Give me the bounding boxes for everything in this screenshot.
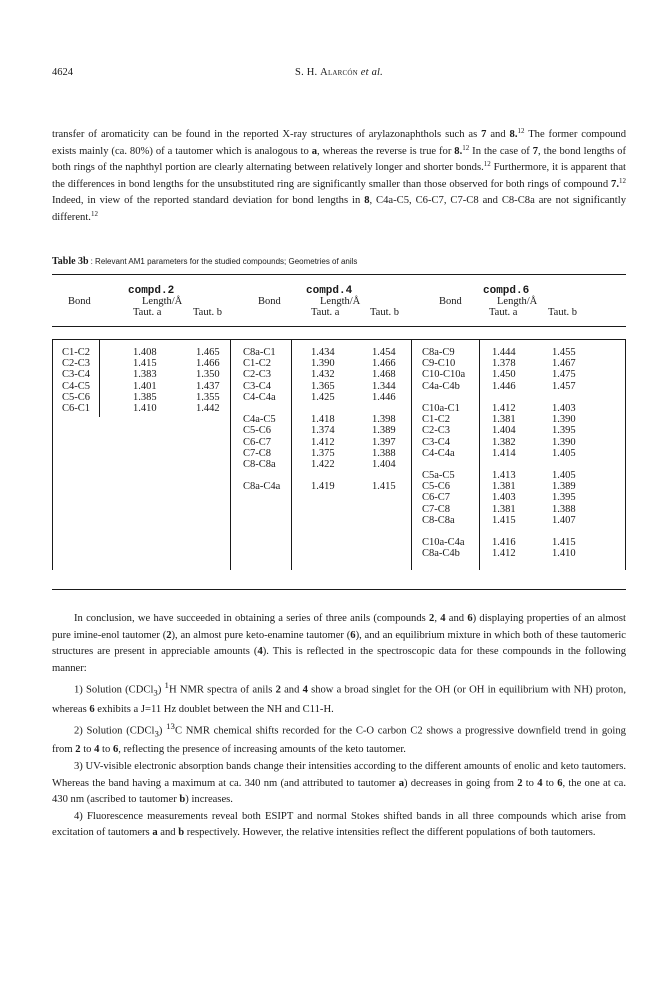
bond-cell: C8-C8a bbox=[243, 458, 276, 470]
conclusion-text-run: ), and an equilibrium mixture in which both of these tautomeric structures are present in appreciable amounts ( bbox=[52, 629, 627, 658]
taut-b-cell: 1.404 bbox=[372, 458, 396, 470]
bond-cell: C1-C2 bbox=[422, 414, 451, 426]
taut-a-cell: 1.365 bbox=[311, 380, 335, 392]
intro-text-run: , C4a-C5, C6-C7, C7-C8 and C8-C8a are not significantly different. bbox=[52, 195, 626, 223]
compound-4-taut-a-column bbox=[311, 347, 335, 492]
taut-a-cell: 1.413 bbox=[492, 470, 516, 482]
taut-b-cell: 1.397 bbox=[372, 436, 396, 448]
conclusion-text-run: 1) Solution (CDCl bbox=[74, 684, 154, 696]
bond-cell: C8a-C9 bbox=[422, 347, 455, 358]
et-al: et al. bbox=[360, 67, 383, 78]
taut-b-cell: 1.388 bbox=[372, 447, 396, 459]
conclusion-text-run: 4 bbox=[94, 744, 100, 756]
conclusion-text-run: and bbox=[445, 613, 468, 624]
intro-text-run: and bbox=[486, 129, 510, 140]
length-header: Length/Å bbox=[320, 296, 361, 307]
intro-text-run: , whereas the reverse is true for bbox=[316, 145, 455, 157]
taut-b-cell bbox=[372, 403, 396, 414]
conclusion-text-run: ) bbox=[157, 684, 165, 696]
intro-text-run: 8. bbox=[454, 145, 463, 157]
taut-a-cell: 1.404 bbox=[492, 425, 516, 437]
conclusion-point bbox=[52, 809, 626, 842]
taut-b-cell: 1.398 bbox=[372, 414, 396, 426]
bond-header: Bond bbox=[258, 296, 281, 307]
taut-a-cell bbox=[311, 403, 335, 414]
conclusion-point bbox=[52, 718, 626, 759]
conclusion-text-run: exhibits a J=11 Hz doublet between the NH and C11-H. bbox=[94, 703, 334, 715]
conclusion-text-run: and bbox=[157, 827, 179, 839]
taut-b-cell: 1.466 bbox=[372, 358, 396, 370]
bond-cell: C9-C10 bbox=[422, 358, 456, 370]
intro-text-run: , the bond lengths of both rings of the naphthyl portion are clearly alternating between relatively longer and shorter bonds. bbox=[52, 145, 626, 174]
conclusion-text-run: ) displaying properties of an almost pure imine-enol tautomer ( bbox=[52, 613, 626, 641]
conclusion-text-run: 4) Fluorescence measurements reveal both ESIPT and normal Stokes shifted bands in all three compounds which arise from excitation of tautomers bbox=[52, 810, 626, 839]
taut-b-cell: 1.410 bbox=[552, 548, 576, 560]
taut-b-cell: 1.407 bbox=[552, 514, 576, 526]
intro-text-run: Indeed, in view of the reported standard deviation for bond lengths in bbox=[52, 195, 365, 207]
conclusion-text-run: show a broad singlet for the OH (or OH in equilibrium with NH) proton, whereas bbox=[52, 684, 627, 715]
compound-6-header: compd.6 bbox=[483, 285, 530, 297]
conclusion-text-run: ). This is reflected in the spectroscopic data for these compounds in the following manner: bbox=[52, 646, 626, 674]
taut-b-cell: 1.455 bbox=[552, 347, 576, 358]
taut-b-cell: 1.395 bbox=[552, 492, 576, 504]
compound-2-bond-column bbox=[62, 347, 90, 414]
conclusion-text-run: 1 bbox=[164, 680, 169, 691]
bond-cell: C4a-C5 bbox=[243, 414, 276, 426]
conclusion-text-run: 6 bbox=[350, 629, 356, 641]
conclusion-text-run: H NMR spectra of anils bbox=[168, 684, 276, 696]
table-caption-text: : Relevant AM1 parameters for the studied compounds; Geometries of anils bbox=[90, 257, 358, 266]
intro-text-run: 12 bbox=[619, 176, 626, 185]
taut-a-cell bbox=[492, 459, 516, 470]
conclusion-text-run: 3 bbox=[154, 728, 159, 739]
taut-a-cell: 1.385 bbox=[133, 391, 157, 403]
author-initials: S. H. bbox=[295, 67, 318, 78]
conclusion-text-run: In conclusion, we have succeeded in obtaining a series of three anils (compounds bbox=[74, 613, 430, 624]
taut-a-header: Taut. a bbox=[311, 307, 340, 318]
bond-cell: C4a-C4b bbox=[422, 380, 460, 392]
table-bottom-rule bbox=[52, 589, 626, 590]
bond-cell: C8-C8a bbox=[422, 514, 455, 526]
taut-a-cell: 1.412 bbox=[492, 402, 516, 414]
taut-b-cell: 1.388 bbox=[552, 503, 576, 515]
taut-a-cell: 1.383 bbox=[133, 369, 157, 381]
column-separator bbox=[411, 339, 412, 570]
taut-a-cell: 1.403 bbox=[492, 492, 516, 504]
bond-cell bbox=[422, 392, 465, 403]
taut-a-cell: 1.412 bbox=[311, 436, 335, 448]
bond-cell: C3-C4 bbox=[243, 380, 272, 392]
taut-b-cell: 1.457 bbox=[552, 380, 576, 392]
conclusion-text-run: 4 bbox=[537, 777, 543, 789]
intro-text-run: transfer of aromaticity can be found in the reported X-ray structures of arylazonaphthols such as bbox=[52, 129, 482, 140]
bond-cell: C5-C6 bbox=[422, 481, 451, 493]
intro-text-run: 12 bbox=[483, 160, 491, 169]
intro-text-run: The former compound exists mainly (ca. 80%) of a tautomer which is analogous to bbox=[52, 129, 627, 157]
intro-text-run: 8. bbox=[509, 129, 518, 140]
bond-cell bbox=[422, 459, 465, 470]
taut-b-cell: 1.344 bbox=[372, 380, 396, 392]
taut-b-header: Taut. b bbox=[548, 307, 578, 318]
taut-a-cell: 1.382 bbox=[492, 436, 516, 448]
taut-b-cell: 1.390 bbox=[552, 436, 576, 448]
conclusion-text-run: 13 bbox=[166, 721, 175, 732]
body-top-rule bbox=[52, 339, 626, 340]
compound-6-taut-b-column bbox=[552, 347, 576, 560]
intro-text-run: Furthermore, it is apparent that the differences in bond lengths for the unsubstituted ring are significantly smaller than those observed for both rings of compound bbox=[52, 162, 626, 190]
taut-a-cell: 1.450 bbox=[492, 369, 516, 381]
conclusion-text-run: 6 bbox=[112, 744, 119, 756]
conclusion-text-run: 2 bbox=[166, 629, 172, 641]
taut-a-cell: 1.408 bbox=[133, 347, 157, 358]
bond-cell: C10a-C1 bbox=[422, 402, 460, 414]
compound-4-header: compd.4 bbox=[306, 285, 353, 297]
bond-cell bbox=[243, 403, 280, 414]
bond-cell: C6-C1 bbox=[62, 402, 91, 414]
taut-b-cell: 1.465 bbox=[196, 347, 220, 358]
taut-a-cell: 1.422 bbox=[311, 458, 335, 470]
taut-b-cell: 1.355 bbox=[196, 391, 220, 403]
taut-b-cell bbox=[372, 470, 396, 481]
conclusion-text-run: C NMR chemical shifts recorded for the C-O carbon C2 shows a progressive downfield trend in going from bbox=[52, 725, 626, 756]
taut-a-cell: 1.425 bbox=[311, 391, 335, 403]
conclusion-text-run: to bbox=[99, 744, 113, 756]
taut-a-header: Taut. a bbox=[489, 307, 518, 318]
header-rule bbox=[52, 326, 626, 327]
compound-6-taut-a-column bbox=[492, 347, 516, 560]
taut-b-header: Taut. b bbox=[193, 307, 223, 318]
bond-cell: C7-C8 bbox=[243, 447, 272, 459]
bond-cell bbox=[422, 526, 465, 537]
column-separator bbox=[99, 339, 100, 417]
taut-a-cell: 1.444 bbox=[492, 347, 516, 358]
intro-text-run: 12 bbox=[462, 143, 470, 152]
taut-a-cell: 1.434 bbox=[311, 347, 335, 358]
taut-a-cell: 1.414 bbox=[492, 447, 516, 459]
bond-cell: C8a-C4b bbox=[422, 548, 460, 560]
taut-b-cell bbox=[552, 459, 576, 470]
taut-a-cell: 1.401 bbox=[133, 380, 157, 392]
taut-a-cell bbox=[492, 526, 516, 537]
taut-a-cell: 1.418 bbox=[311, 414, 335, 426]
conclusion-text-run: 4 bbox=[440, 613, 446, 624]
intro-text-run: a bbox=[311, 145, 317, 157]
conclusion-text-run: 4 bbox=[257, 646, 263, 658]
conclusion-text-run: ) decreases in going from bbox=[403, 777, 518, 789]
conclusion-text-run: 2 bbox=[75, 744, 81, 756]
conclusion-text-run: 3 bbox=[153, 688, 158, 699]
table-right-border bbox=[625, 339, 626, 570]
compound-6-bond-column bbox=[422, 347, 465, 560]
conclusion-text-run: 6 bbox=[89, 703, 95, 715]
bond-cell: C6-C7 bbox=[422, 492, 451, 504]
bond-cell: C4-C4a bbox=[243, 391, 276, 403]
length-header: Length/Å bbox=[142, 296, 183, 307]
conclusion-text-run: respectively. However, the relative intensities reflect the different populations of both tautomers. bbox=[184, 827, 596, 839]
taut-b-cell: 1.403 bbox=[552, 402, 576, 414]
bond-cell: C4-C5 bbox=[62, 380, 91, 392]
bond-header: Bond bbox=[439, 296, 462, 307]
taut-a-cell: 1.381 bbox=[492, 481, 516, 493]
taut-b-cell bbox=[552, 526, 576, 537]
taut-b-cell: 1.468 bbox=[372, 369, 396, 381]
taut-a-cell: 1.412 bbox=[492, 548, 516, 560]
taut-b-cell: 1.415 bbox=[372, 481, 396, 493]
compound-2-taut-a-column bbox=[133, 347, 157, 414]
conclusion-text-run: ), an almost pure keto-enamine tautomer ( bbox=[171, 629, 351, 641]
bond-cell: C2-C3 bbox=[422, 425, 451, 437]
column-separator bbox=[230, 339, 231, 570]
table-top-rule bbox=[52, 274, 626, 275]
taut-b-cell: 1.389 bbox=[552, 481, 576, 493]
compound-2-taut-b-column bbox=[196, 347, 220, 414]
bond-cell: C10-C10a bbox=[422, 369, 466, 381]
taut-a-cell: 1.381 bbox=[492, 503, 516, 515]
taut-a-cell: 1.446 bbox=[492, 380, 516, 392]
intro-text-run: 7 bbox=[481, 129, 487, 140]
conclusion-text-run: a bbox=[398, 777, 404, 789]
bond-cell: C1-C2 bbox=[62, 347, 91, 358]
taut-b-cell: 1.442 bbox=[196, 402, 220, 414]
taut-b-cell: 1.350 bbox=[196, 369, 220, 381]
conclusion-text-run: ) bbox=[158, 725, 167, 737]
compound-4-bond-column bbox=[243, 347, 280, 492]
taut-b-cell: 1.415 bbox=[552, 537, 576, 549]
bond-cell bbox=[243, 470, 280, 481]
conclusion-paragraph bbox=[52, 611, 626, 677]
taut-b-cell: 1.446 bbox=[372, 391, 396, 403]
bond-cell: C5-C6 bbox=[62, 391, 91, 403]
intro-text-run: 8 bbox=[364, 195, 370, 207]
taut-a-cell: 1.374 bbox=[311, 425, 335, 437]
conclusion-text-run: 2 bbox=[429, 613, 435, 624]
intro-text-run: 7 bbox=[532, 145, 539, 157]
taut-a-cell: 1.416 bbox=[492, 537, 516, 549]
conclusion-text-run: 2 bbox=[517, 777, 523, 789]
taut-b-cell: 1.389 bbox=[372, 425, 396, 437]
taut-b-cell: 1.437 bbox=[196, 380, 220, 392]
taut-a-cell: 1.375 bbox=[311, 447, 335, 459]
taut-a-cell: 1.390 bbox=[311, 358, 335, 370]
conclusion-text-run: 3) UV-visible electronic absorption bands change their intensities according to the different amounts of enolic and keto tautomers. Whereas the band having a maximum at ca. 340 nm (and attributed to tautomer bbox=[52, 761, 626, 789]
taut-b-cell: 1.405 bbox=[552, 447, 576, 459]
conclusion-text-run: , bbox=[434, 613, 441, 624]
conclusion-text-run: to bbox=[542, 777, 558, 789]
bond-cell: C4-C4a bbox=[422, 447, 455, 459]
length-header: Length/Å bbox=[497, 296, 538, 307]
bond-header: Bond bbox=[68, 296, 91, 307]
taut-a-cell: 1.410 bbox=[133, 402, 157, 414]
compound-2-header: compd.2 bbox=[128, 285, 175, 297]
taut-a-cell bbox=[492, 392, 516, 403]
bond-cell: C3-C4 bbox=[422, 436, 451, 448]
taut-a-cell: 1.415 bbox=[492, 514, 516, 526]
column-separator bbox=[291, 339, 292, 570]
conclusion-point bbox=[52, 677, 626, 718]
taut-b-cell bbox=[552, 392, 576, 403]
conclusion-point bbox=[52, 759, 626, 809]
taut-a-cell bbox=[311, 470, 335, 481]
bond-cell: C10a-C4a bbox=[422, 537, 465, 549]
taut-a-cell: 1.415 bbox=[133, 358, 157, 370]
conclusion-section bbox=[52, 611, 626, 842]
conclusion-text-run: , the one at ca. 430 nm (ascribed to tautomer bbox=[52, 777, 626, 806]
conclusion-text-run: b bbox=[179, 794, 186, 806]
taut-a-cell: 1.419 bbox=[311, 481, 335, 493]
bond-cell: C7-C8 bbox=[422, 503, 451, 515]
conclusion-text-run: to bbox=[522, 777, 538, 789]
taut-b-cell: 1.475 bbox=[552, 369, 576, 381]
conclusion-text-run: 4 bbox=[302, 684, 308, 696]
conclusion-text-run: 6 bbox=[557, 777, 563, 789]
taut-a-cell: 1.432 bbox=[311, 369, 335, 381]
bond-cell: C5-C6 bbox=[243, 425, 272, 437]
intro-text-run: In the case of bbox=[469, 145, 533, 157]
intro-text-run: 12 bbox=[90, 209, 98, 218]
table-label: Table 3b bbox=[52, 256, 89, 267]
bond-cell: C5a-C5 bbox=[422, 470, 455, 482]
bond-cell: C1-C2 bbox=[243, 358, 272, 370]
conclusion-text-run: b bbox=[178, 827, 185, 839]
table-left-border bbox=[52, 339, 53, 570]
conclusion-text-run: and bbox=[280, 684, 303, 696]
intro-text-run: 7. bbox=[611, 178, 619, 190]
taut-b-cell: 1.454 bbox=[372, 347, 396, 358]
taut-b-cell: 1.466 bbox=[196, 358, 220, 370]
conclusion-text-run: 2) Solution (CDCl bbox=[74, 725, 155, 737]
page-number: 4624 bbox=[52, 67, 73, 78]
bond-cell: C6-C7 bbox=[243, 436, 272, 448]
taut-b-cell: 1.405 bbox=[552, 470, 576, 482]
bond-cell: C8a-C1 bbox=[243, 347, 276, 358]
bond-cell: C2-C3 bbox=[243, 369, 272, 381]
taut-a-cell: 1.378 bbox=[492, 358, 516, 370]
bond-cell: C2-C3 bbox=[62, 358, 91, 370]
conclusion-text-run: ) increases. bbox=[185, 794, 233, 806]
taut-b-cell: 1.395 bbox=[552, 425, 576, 437]
compound-4-taut-b-column bbox=[372, 347, 396, 492]
taut-b-cell: 1.467 bbox=[552, 358, 576, 370]
intro-text-run: 12 bbox=[517, 127, 525, 135]
bond-cell: C8a-C4a bbox=[243, 481, 281, 493]
column-separator bbox=[479, 339, 480, 570]
taut-a-header: Taut. a bbox=[133, 307, 162, 318]
conclusion-text-run: 6 bbox=[467, 613, 473, 624]
taut-b-cell: 1.390 bbox=[552, 414, 576, 426]
conclusion-text-run: a bbox=[152, 827, 158, 839]
taut-a-cell: 1.381 bbox=[492, 414, 516, 426]
author-surname: Alarcón bbox=[320, 67, 358, 78]
taut-b-header: Taut. b bbox=[370, 307, 400, 318]
bond-cell: C3-C4 bbox=[62, 369, 91, 381]
conclusion-text-run: , reflecting the presence of increasing amounts of the keto tautomer. bbox=[118, 744, 406, 756]
conclusion-text-run: 2 bbox=[275, 684, 281, 696]
conclusion-text-run: to bbox=[80, 744, 95, 756]
